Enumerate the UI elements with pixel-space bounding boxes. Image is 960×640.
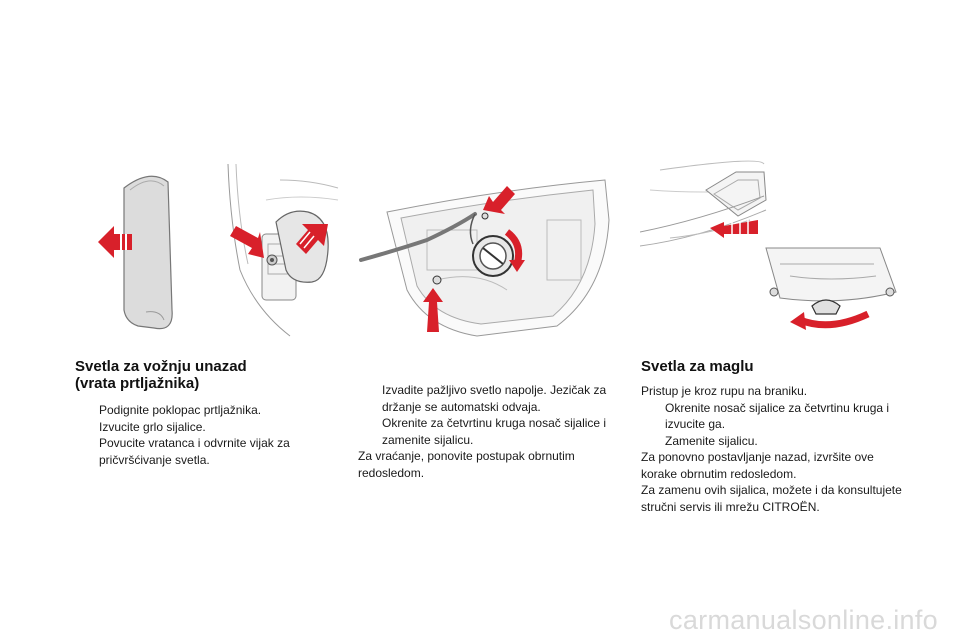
list-item: Podignite poklopac prtljažnika.: [99, 403, 262, 417]
list-item: Zamenite sijalicu.: [665, 433, 758, 448]
reassembly-note: Za vraćanje, ponovite postupak obrnutim redosledom.: [358, 449, 575, 480]
list-item: Izvadite pažljivo svetlo napolje. Jezičak za držanje se automatski odvaja.: [382, 383, 607, 414]
reversing-light-steps: [75, 402, 325, 468]
list-item: Izvucite grlo sijalice.: [99, 419, 206, 434]
list-item: Povucite vratanca i odvrnite vijak za pričvršćivanje svetla.: [99, 436, 290, 467]
illustration-reversing-light: [80, 160, 340, 340]
heading-fog-lights: Svetla za maglu: [641, 358, 754, 375]
fog-lights-intro: Pristup je kroz rupu na braniku.: [641, 384, 808, 398]
arrow-turn-holder-icon: [790, 312, 868, 330]
section-fog-lights: [641, 358, 903, 515]
list-item: Okrenite nosač sijalice za četvrtinu kruga i izvucite ga.: [665, 400, 890, 431]
illustration-fog-lights: [640, 160, 902, 340]
illustration-lamp-removal: [357, 160, 619, 340]
section-reversing-light: [75, 358, 325, 468]
watermark-text: carmanualsonline.info: [669, 605, 938, 635]
section-reversing-light-continued: [358, 382, 620, 481]
fog-lights-reassembly-note: Za ponovno postavljanje nazad, izvršite ove korake obrnutim redosledom.: [641, 450, 874, 481]
fog-lights-service-note: Za zamenu ovih sijalica, možete i da konsultujete stručni servis ili mrežu CITROËN.: [641, 483, 902, 514]
fog-lights-steps: [641, 400, 903, 450]
heading-reversing-light: Svetla za vožnju unazad (vrata prtljažnika): [75, 358, 247, 392]
lamp-removal-steps: [358, 382, 620, 448]
list-item: Okrenite za četvrtinu kruga nosač sijalice i zamenite sijalicu.: [382, 416, 607, 447]
